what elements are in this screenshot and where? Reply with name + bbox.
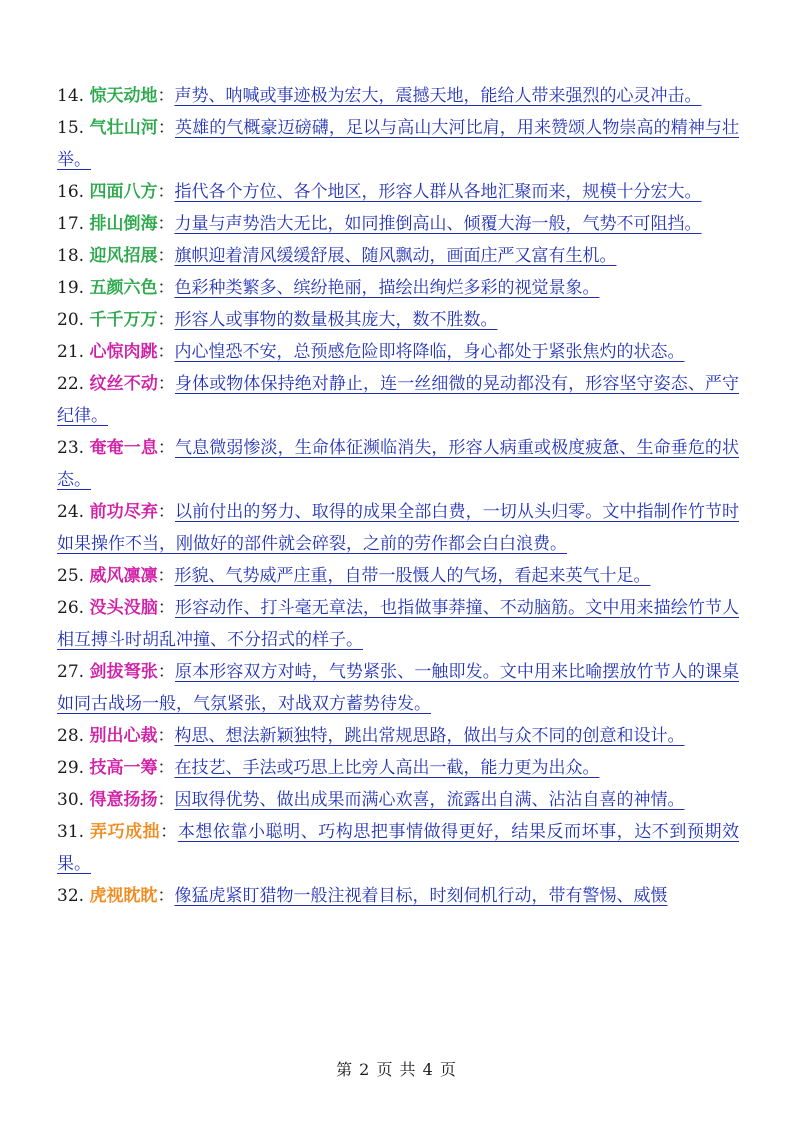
entry-number: 17. — [57, 214, 85, 234]
vocabulary-entry — [57, 656, 739, 720]
vocabulary-entry — [57, 208, 739, 240]
idiom-term: 前功尽弃 — [89, 502, 158, 522]
entry-colon: ： — [157, 374, 176, 394]
entry-number: 16. — [57, 182, 85, 202]
idiom-term: 别出心裁 — [89, 726, 158, 746]
vocabulary-entry — [57, 368, 739, 432]
idiom-term: 虎视眈眈 — [89, 886, 158, 906]
vocabulary-entry — [57, 560, 739, 592]
idiom-definition: 内心惶恐不安，总预感危险即将降临，身心都处于紧张焦灼的状态。 — [174, 342, 685, 362]
entry-number: 27. — [57, 662, 85, 682]
idiom-term: 五颜六色 — [89, 278, 158, 298]
idiom-term: 得意扬扬 — [89, 790, 158, 810]
idiom-definition: 构思、想法新颖独特，跳出常规思路，做出与众不同的创意和设计。 — [174, 726, 685, 746]
entry-number: 21. — [57, 342, 85, 362]
idiom-definition: 英雄的气概豪迈磅礴，足以与高山大河比肩，用来赞颂人物崇高的精神与壮举。 — [57, 118, 740, 170]
idiom-term: 千千万万 — [89, 310, 158, 330]
entry-number: 14. — [57, 86, 85, 106]
entry-colon: ： — [157, 438, 176, 458]
vocabulary-entry — [57, 112, 739, 176]
idiom-definition: 本想依靠小聪明、巧构思把事情做得更好，结果反而坏事，达不到预期效果。 — [57, 822, 740, 874]
vocabulary-entry — [57, 80, 739, 112]
vocabulary-entry — [57, 304, 739, 336]
entry-colon: ： — [157, 86, 175, 106]
idiom-definition: 像猛虎紧盯猎物一般注视着目标，时刻伺机行动，带有警惕、威慑 — [174, 886, 668, 906]
vocabulary-entry — [57, 592, 739, 656]
entry-number: 31. — [57, 822, 85, 842]
entry-colon: ： — [157, 246, 175, 266]
entry-colon: ： — [157, 566, 175, 586]
page-footer: 第 2 页 共 4 页 — [336, 1060, 457, 1079]
idiom-term: 惊天动地 — [89, 86, 158, 106]
idiom-definition: 以前付出的努力、取得的成果全部白费，一切从头归零。文中指制作竹节时如果操作不当，刚做好的部件就会碎裂，之前的劳作都会白白浪费。 — [57, 502, 740, 554]
vocabulary-list — [57, 80, 739, 912]
idiom-definition: 旗帜迎着清风缓缓舒展、随风飘动，画面庄严又富有生机。 — [174, 246, 617, 266]
idiom-term: 没头没脑 — [89, 598, 158, 618]
vocabulary-entry — [57, 240, 739, 272]
vocabulary-entry — [57, 784, 739, 816]
entry-number: 20. — [57, 310, 85, 330]
idiom-definition: 气息微弱惨淡，生命体征濒临消失，形容人病重或极度疲惫、生命垂危的状态。 — [57, 438, 740, 490]
entry-colon: ： — [157, 758, 175, 778]
idiom-term: 技高一筹 — [89, 758, 158, 778]
entry-colon: ： — [160, 822, 178, 842]
idiom-term: 排山倒海 — [89, 214, 158, 234]
entry-colon: ： — [157, 598, 176, 618]
entry-colon: ： — [157, 214, 175, 234]
entry-colon: ： — [157, 662, 176, 682]
entry-colon: ： — [157, 726, 175, 746]
entry-number: 23. — [57, 438, 85, 458]
idiom-term: 纹丝不动 — [89, 374, 158, 394]
entry-number: 30. — [57, 790, 85, 810]
entry-number: 19. — [57, 278, 85, 298]
idiom-definition: 形容动作、打斗毫无章法，也指做事莽撞、不动脑筋。文中用来描绘竹节人相互搏斗时胡乱冲撞、不分招式的样子。 — [57, 598, 740, 650]
entry-number: 28. — [57, 726, 85, 746]
idiom-definition: 力量与声势浩大无比，如同推倒高山、倾覆大海一般，气势不可阻挡。 — [174, 214, 702, 234]
entry-colon: ： — [157, 310, 175, 330]
idiom-definition: 指代各个方位、各个地区，形容人群从各地汇聚而来，规模十分宏大。 — [174, 182, 702, 202]
vocabulary-entry — [57, 176, 739, 208]
entry-colon: ： — [157, 342, 175, 362]
idiom-term: 气壮山河 — [89, 118, 158, 138]
idiom-definition: 声势、呐喊或事迹极为宏大，震撼天地，能给人带来强烈的心灵冲击。 — [174, 86, 702, 106]
entry-number: 32. — [57, 886, 85, 906]
idiom-term: 威风凛凛 — [89, 566, 158, 586]
entry-colon: ： — [157, 278, 175, 298]
entry-number: 25. — [57, 566, 85, 586]
entry-colon: ： — [157, 118, 176, 138]
entry-number: 22. — [57, 374, 85, 394]
entry-number: 15. — [57, 118, 85, 138]
idiom-term: 四面八方 — [89, 182, 158, 202]
entry-colon: ： — [157, 502, 176, 522]
entry-number: 24. — [57, 502, 85, 522]
idiom-term: 剑拔弩张 — [89, 662, 158, 682]
vocabulary-entry — [57, 816, 739, 880]
vocabulary-entry — [57, 336, 739, 368]
idiom-definition: 在技艺、手法或巧思上比旁人高出一截，能力更为出众。 — [174, 758, 600, 778]
vocabulary-entry — [57, 496, 739, 560]
entry-colon: ： — [157, 886, 175, 906]
entry-colon: ： — [157, 182, 175, 202]
entry-colon: ： — [157, 790, 175, 810]
idiom-term: 奄奄一息 — [89, 438, 158, 458]
vocabulary-entry — [57, 432, 739, 496]
entry-number: 26. — [57, 598, 85, 618]
idiom-definition: 因取得优势、做出成果而满心欢喜，流露出自满、沾沾自喜的神情。 — [174, 790, 685, 810]
idiom-definition: 色彩种类繁多、缤纷艳丽，描绘出绚烂多彩的视觉景象。 — [174, 278, 600, 298]
entry-number: 29. — [57, 758, 85, 778]
entry-number: 18. — [57, 246, 85, 266]
idiom-term: 迎风招展 — [89, 246, 158, 266]
vocabulary-entry — [57, 272, 739, 304]
vocabulary-entry — [57, 720, 739, 752]
idiom-definition: 形容人或事物的数量极其庞大，数不胜数。 — [174, 310, 498, 330]
idiom-term: 心惊肉跳 — [89, 342, 158, 362]
idiom-definition: 原本形容双方对峙，气势紧张、一触即发。文中用来比喻摆放竹节人的课桌如同古战场一般，气氛紧张，对战双方蓄势待发。 — [57, 662, 740, 714]
idiom-definition: 身体或物体保持绝对静止，连一丝细微的晃动都没有，形容坚守姿态、严守纪律。 — [57, 374, 740, 426]
vocabulary-entry — [57, 752, 739, 784]
vocabulary-entry — [57, 880, 739, 912]
idiom-definition: 形貌、气势威严庄重，自带一股慑人的气场，看起来英气十足。 — [174, 566, 651, 586]
idiom-term: 弄巧成拙 — [90, 822, 161, 842]
